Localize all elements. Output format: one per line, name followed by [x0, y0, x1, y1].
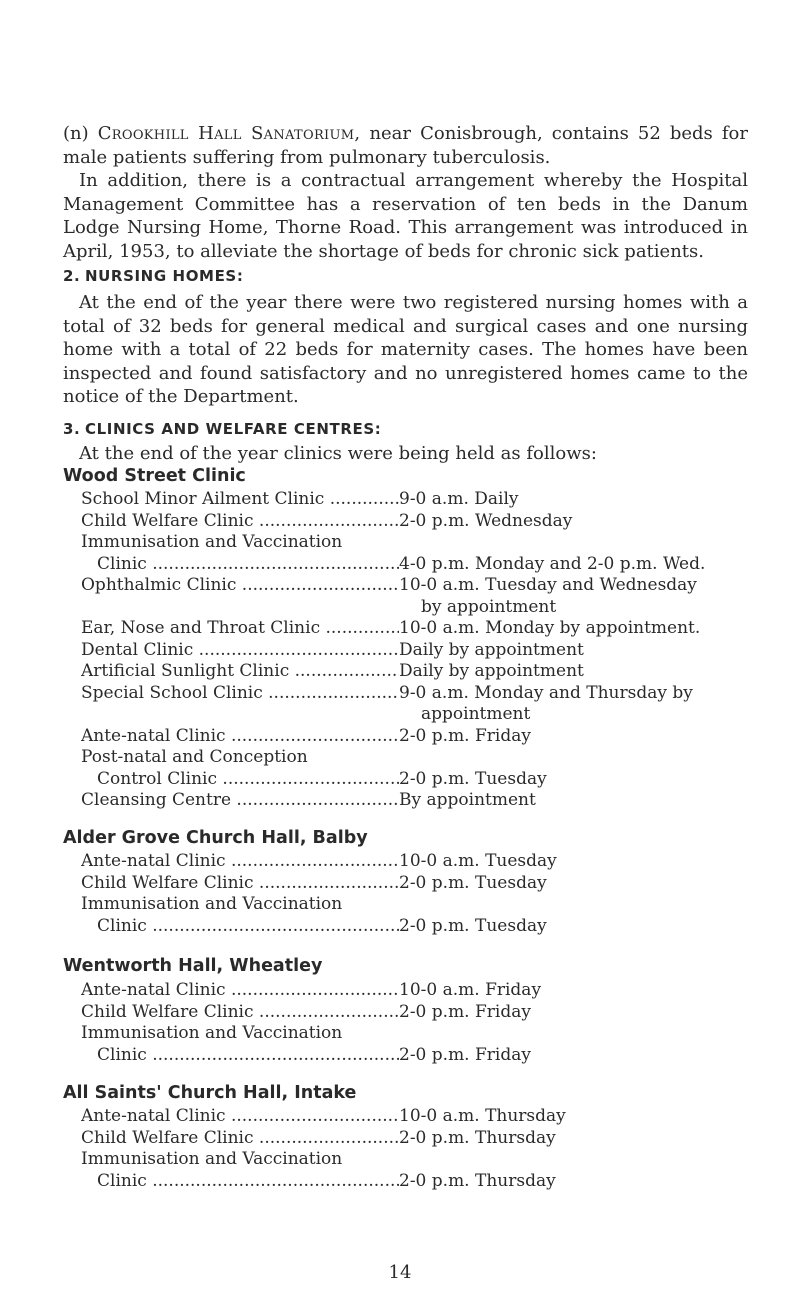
- clinic-label: Ophthalmic Clinic .....: [81, 575, 399, 597]
- clinic-time: 2-0 p.m. Friday: [399, 725, 531, 746]
- clinic-row: [81, 532, 751, 575]
- venue-heading: Wood Street Clinic: [63, 466, 246, 486]
- clinic-row: [81, 726, 751, 748]
- clinic-label: Dental Clinic .....: [81, 640, 399, 662]
- clinic-label: Child Welfare Clinic .....: [81, 511, 399, 533]
- clinic-label: Clinic .....: [81, 1171, 399, 1193]
- section-heading-nursing-homes: [63, 267, 243, 285]
- clinic-label-line1: Immunisation and Vaccination: [81, 532, 343, 552]
- clinic-time-line2: appointment: [421, 704, 531, 724]
- clinic-label-line1: Post-natal and Conception: [81, 747, 308, 767]
- sanatorium-name: Crookhill Hall Sanatorium,: [97, 123, 361, 144]
- clinic-row: [81, 640, 751, 662]
- clinic-row: [81, 1023, 751, 1066]
- clinic-label-line1: Immunisation and Vaccination: [81, 1023, 343, 1043]
- clinic-label: Clinic .....: [81, 916, 399, 938]
- clinic-time: 2-0 p.m. Thursday: [399, 1170, 556, 1191]
- clinic-label: Ear, Nose and Throat Clinic .....: [81, 618, 399, 640]
- clinic-label: Control Clinic .....: [81, 769, 399, 791]
- clinic-row: [81, 618, 751, 640]
- clinic-row: [81, 851, 751, 873]
- clinic-time: [399, 575, 751, 618]
- clinic-label: Ante-natal Clinic .....: [81, 1106, 399, 1128]
- nursing-homes-paragraph: At the end of the year there were two registered nursing homes with a total of 32 beds for general medical and surgical cases and one nursing home with a total of 22 beds for maternity cases. The homes have been inspected and found satisfactory and no unregistered homes came to the notice of the Department.: [63, 292, 748, 407]
- clinic-label: Artificial Sunlight Clinic .....: [81, 661, 399, 683]
- clinic-time: 2-0 p.m. Wednesday: [399, 510, 573, 531]
- clinic-row: [81, 575, 751, 618]
- clinic-row: [81, 1128, 751, 1150]
- clinic-row: [81, 489, 751, 511]
- clinic-label: Clinic .....: [81, 554, 399, 576]
- clinic-row: [81, 1106, 751, 1128]
- clinic-label: Child Welfare Clinic .....: [81, 1128, 399, 1150]
- clinic-list: [81, 1106, 751, 1192]
- clinic-label-line1: Immunisation and Vaccination: [81, 1149, 343, 1169]
- clinic-time: 10-0 a.m. Monday by appointment.: [399, 618, 701, 638]
- clinic-label: Ante-natal Clinic .....: [81, 980, 399, 1002]
- section-title: NURSING HOMES:: [85, 267, 244, 285]
- clinic-list: [81, 851, 751, 937]
- clinic-list: [81, 489, 751, 812]
- clinic-row: [81, 661, 751, 683]
- section-heading-clinics: [63, 420, 381, 438]
- clinic-time: By appointment: [399, 790, 536, 810]
- clinic-row: [81, 1002, 751, 1024]
- clinic-time: 2-0 p.m. Tuesday: [399, 872, 547, 893]
- clinic-time: 10-0 a.m. Thursday: [399, 1106, 566, 1126]
- clinic-label: Child Welfare Clinic .....: [81, 873, 399, 895]
- clinic-label: Cleansing Centre .....: [81, 790, 399, 812]
- clinic-row: [81, 683, 751, 726]
- clinic-time: 10-0 a.m. Tuesday: [399, 851, 557, 871]
- clinic-time: 10-0 a.m. Friday: [399, 980, 542, 1000]
- clinic-label: School Minor Ailment Clinic .....: [81, 489, 399, 511]
- clinic-list: [81, 980, 751, 1066]
- clinic-time-line2: by appointment: [421, 596, 557, 617]
- clinic-row: [81, 980, 751, 1002]
- clinic-time: Daily by appointment: [399, 661, 584, 681]
- clinic-time: 2-0 p.m. Tuesday: [399, 768, 547, 789]
- clinic-time-line1: 10-0 a.m. Tuesday and Wednesday: [399, 575, 697, 595]
- clinic-time: 2-0 p.m. Tuesday: [399, 915, 547, 936]
- clinic-row: [81, 873, 751, 895]
- clinic-row: [81, 790, 751, 812]
- clinic-time: 4-0 p.m. Monday and 2-0 p.m. Wed.: [399, 553, 706, 574]
- venue-heading: All Saints' Church Hall, Intake: [63, 1083, 357, 1103]
- clinic-label: Ante-natal Clinic .....: [81, 726, 399, 748]
- clinic-label: Clinic .....: [81, 1045, 399, 1067]
- clinic-time: 2-0 p.m. Friday: [399, 1044, 531, 1065]
- intro-text: near Conisbrough, contains 52 beds for male patients suffering from pulmonary tuberculosis.: [63, 123, 748, 168]
- clinic-time: 9-0 a.m. Daily: [399, 489, 519, 509]
- clinic-time: 2-0 p.m. Thursday: [399, 1127, 556, 1148]
- section-number: 2.: [63, 267, 81, 285]
- section-title: CLINICS AND WELFARE CENTRES:: [85, 420, 382, 438]
- clinic-label: Child Welfare Clinic .....: [81, 1002, 399, 1024]
- clinic-time: Daily by appointment: [399, 639, 584, 660]
- clinic-label: Special School Clinic .....: [81, 683, 399, 705]
- venue-heading: Alder Grove Church Hall, Balby: [63, 828, 368, 848]
- clinic-row: [81, 1149, 751, 1192]
- page-number: 14: [388, 1262, 412, 1283]
- clinic-label: Ante-natal Clinic .....: [81, 851, 399, 873]
- clinic-label-line1: Immunisation and Vaccination: [81, 894, 343, 914]
- intro-paragraph-2: In addition, there is a contractual arrangement whereby the Hospital Management Committee has a reservation of ten beds in the Danum Lodge Nursing Home, Thorne Road. This arrangement was introduced in April, 1953, to alleviate the shortage of beds for chronic sick patients.: [63, 170, 748, 262]
- clinic-time: 2-0 p.m. Friday: [399, 1001, 531, 1022]
- intro-paragraph: [63, 122, 748, 169]
- clinics-intro-paragraph: At the end of the year clinics were being held as follows:: [79, 443, 597, 464]
- section-number: 3.: [63, 420, 81, 438]
- clinic-row: [81, 511, 751, 533]
- item-marker: (n): [63, 123, 89, 144]
- clinic-time: [399, 683, 751, 726]
- clinic-row: [81, 747, 751, 790]
- clinic-time-line1: 9-0 a.m. Monday and Thursday by: [399, 682, 693, 703]
- venue-heading: Wentworth Hall, Wheatley: [63, 956, 323, 976]
- clinic-row: [81, 894, 751, 937]
